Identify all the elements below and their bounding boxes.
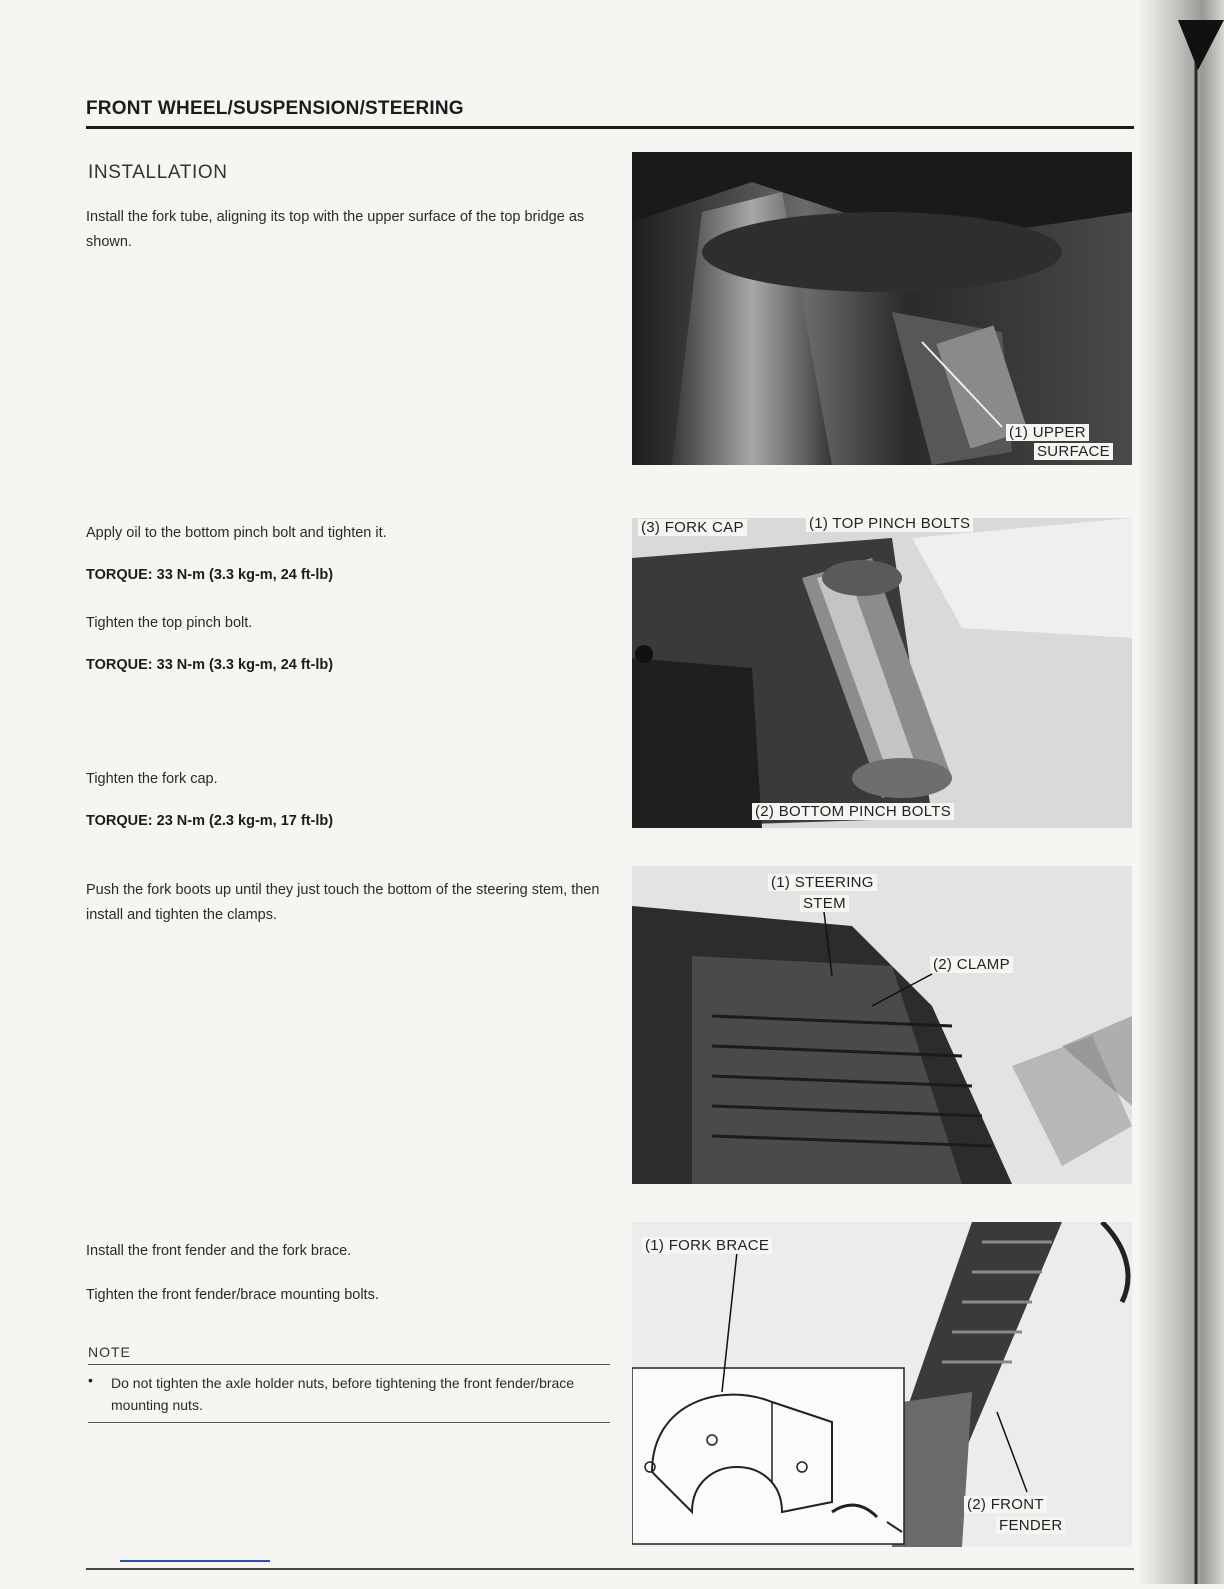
step-fork-boots: Push the fork boots up until they just touch the bottom of the steering stem, then install and tighten the clamps.	[86, 882, 600, 923]
label-upper-surface-2: SURFACE	[1034, 442, 1113, 462]
label-bottom-pinch-bolts: (2) BOTTOM PINCH BOLTS	[752, 802, 954, 822]
label-fork-cap: (3) FORK CAP	[638, 518, 747, 538]
figure-upper-surface-photo	[632, 152, 1132, 465]
torque-spec-2: TORQUE: 33 N-m (3.3 kg-m, 24 ft-lb)	[86, 657, 334, 673]
step-fender-bolts: Tighten the front fender/brace mounting bolts.	[86, 1287, 379, 1303]
section-title: INSTALLATION	[88, 162, 228, 183]
step-top-pinch-bolt: Tighten the top pinch bolt.	[86, 615, 253, 631]
label-steering-stem-1: (1) STEERING	[768, 873, 877, 893]
note-bullet: •	[88, 1372, 93, 1388]
step-install-fork-tube: Install the fork tube, aligning its top with the upper surface of the top bridge as shown.	[86, 209, 585, 250]
step-fork-cap: Tighten the fork cap.	[86, 771, 218, 787]
label-front-fender-1: (2) FRONT	[964, 1495, 1047, 1515]
bottom-rule	[86, 1568, 1134, 1570]
label-top-pinch-bolts: (1) TOP PINCH BOLTS	[806, 514, 973, 534]
figure-pinch-bolts-photo	[632, 518, 1132, 828]
note-label: NOTE	[88, 1344, 131, 1360]
label-upper-surface-1: (1) UPPER	[1006, 423, 1089, 443]
label-steering-stem-2: STEM	[800, 894, 849, 914]
step-bottom-pinch-bolt: Apply oil to the bottom pinch bolt and tighten it.	[86, 525, 387, 541]
header-rule	[86, 126, 1134, 129]
torque-spec-3: TORQUE: 23 N-m (2.3 kg-m, 17 ft-lb)	[86, 813, 334, 829]
label-clamp: (2) CLAMP	[930, 955, 1013, 975]
figure-steering-stem-photo	[632, 866, 1132, 1184]
note-rule-top	[88, 1364, 610, 1365]
page-header-title: FRONT WHEEL/SUSPENSION/STEERING	[86, 98, 464, 119]
label-fork-brace: (1) FORK BRACE	[642, 1236, 772, 1256]
figure-fork-brace-photo	[632, 1222, 1132, 1547]
label-front-fender-2: FENDER	[996, 1516, 1065, 1536]
note-rule-bottom	[88, 1422, 610, 1423]
footer-accent-line	[120, 1560, 270, 1562]
torque-spec-1: TORQUE: 33 N-m (3.3 kg-m, 24 ft-lb)	[86, 567, 334, 583]
note-text: Do not tighten the axle holder nuts, before tightening the front fender/brace mounting nuts.	[111, 1375, 575, 1413]
step-front-fender-brace: Install the front fender and the fork brace.	[86, 1243, 352, 1259]
page-binding-edge	[1138, 0, 1224, 1584]
